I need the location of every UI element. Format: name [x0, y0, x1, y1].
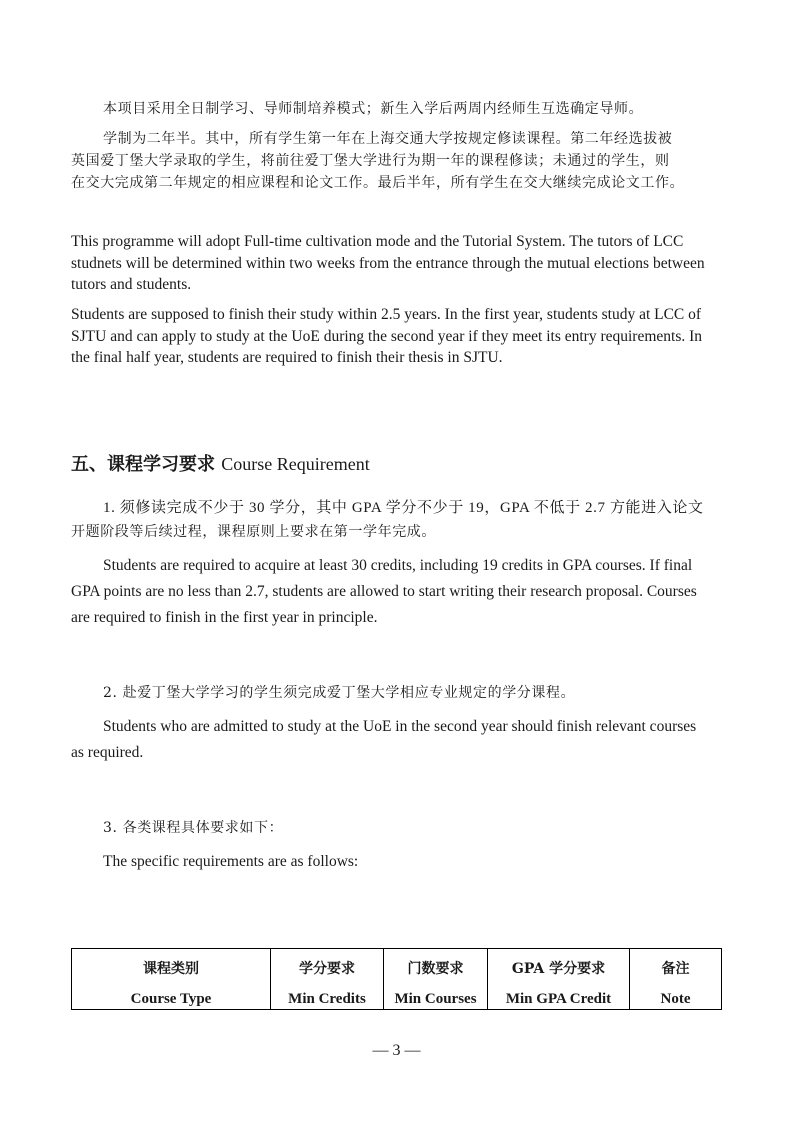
item1-en-line1: Students are required to acquire at least 30 credits, including 19 credits in GPA courses. If final	[103, 557, 693, 574]
course-requirements-table	[71, 948, 722, 1010]
intro-en-p1-line3: tutors and students.	[71, 276, 192, 293]
header-course-type	[72, 949, 271, 1010]
header-note	[630, 949, 722, 1010]
section-heading	[71, 450, 370, 476]
item1-en	[71, 553, 731, 631]
header-note-zh: 备注	[661, 961, 690, 977]
intro-en-p1-line2: studnets will be determined within two weeks from the entrance through the mutual elections between	[71, 254, 705, 272]
header-min-gpa-credit-en: Min GPA Credit	[505, 991, 612, 1007]
section-heading-en: Course Requirement	[221, 454, 370, 474]
header-min-credits-en: Min Credits	[288, 991, 366, 1007]
header-min-gpa-credit	[488, 949, 630, 1010]
item2-zh: 2. 赴爱丁堡大学学习的学生须完成爱丁堡大学相应专业规定的学分课程。	[103, 685, 576, 701]
intro-zh-p2-line2: 英国爱丁堡大学录取的学生，将前往爱丁堡大学进行为期一年的课程修读；未通过的学生，则	[71, 153, 670, 169]
header-min-courses-zh: 门数要求	[407, 961, 464, 977]
intro-en-p2-line3: the final half year, students are required to finish their thesis in SJTU.	[71, 349, 503, 366]
header-min-gpa-credit-zh: GPA 学分要求	[511, 961, 606, 977]
header-min-credits-zh: 学分要求	[299, 961, 355, 977]
intro-en-p1	[71, 231, 731, 296]
item2-en-line2: as required.	[71, 744, 144, 761]
item1-zh-line1: 1. 须修读完成不少于 30 学分，其中 GPA 学分不少于 19，GPA 不低于 2.7 方能进入论文	[103, 500, 704, 516]
section-heading-zh: 五、课程学习要求	[71, 454, 215, 475]
intro-en-p2-line2: SJTU and can apply to study at the UoE during the second year if they meet its entry requirements. In	[71, 327, 703, 345]
intro-zh-p1: 本项目采用全日制学习、导师制培养模式；新生入学后两周内经师生互选确定导师。	[103, 101, 644, 117]
item2-en	[71, 714, 731, 766]
item1-en-line3: are required to finish in the first year in principle.	[71, 609, 378, 626]
header-note-en: Note	[660, 991, 691, 1007]
intro-en-p1-line1: This programme will adopt Full-time cultivation mode and the Tutorial System. The tutors of LCC	[71, 233, 684, 250]
intro-en-p2-line1: Students are supposed to finish their study within 2.5 years. In the first year, students study at LCC of	[71, 306, 702, 323]
item1-en-line2: GPA points are no less than 2.7, students are allowed to start writing their research proposal. Courses	[71, 583, 697, 600]
header-course-type-zh: 课程类别	[143, 961, 199, 977]
header-min-courses	[384, 949, 488, 1010]
item3-en: The specific requirements are as follows:	[103, 853, 359, 870]
table-header-row	[72, 949, 722, 1010]
header-min-credits	[271, 949, 384, 1010]
item2-en-line1: Students who are admitted to study at the UoE in the second year should finish relevant courses	[103, 718, 697, 735]
intro-zh-p2-line3: 在交大完成第二年规定的相应课程和论文工作。最后半年，所有学生在交大继续完成论文工作。	[71, 175, 685, 191]
item3-zh: 3. 各类课程具体要求如下：	[103, 820, 284, 836]
header-course-type-en: Course Type	[130, 991, 212, 1007]
page-number: — 3 —	[372, 1042, 421, 1059]
item1-zh-line2: 开题阶段等后续过程，课程原则上要求在第一学年完成。	[71, 524, 436, 540]
intro-en-p2	[71, 304, 731, 369]
intro-zh-p2-line1: 学制为二年半。其中，所有学生第一年在上海交通大学按规定修读课程。第二年经选拔被	[103, 131, 673, 147]
header-min-courses-en: Min Courses	[394, 991, 477, 1007]
